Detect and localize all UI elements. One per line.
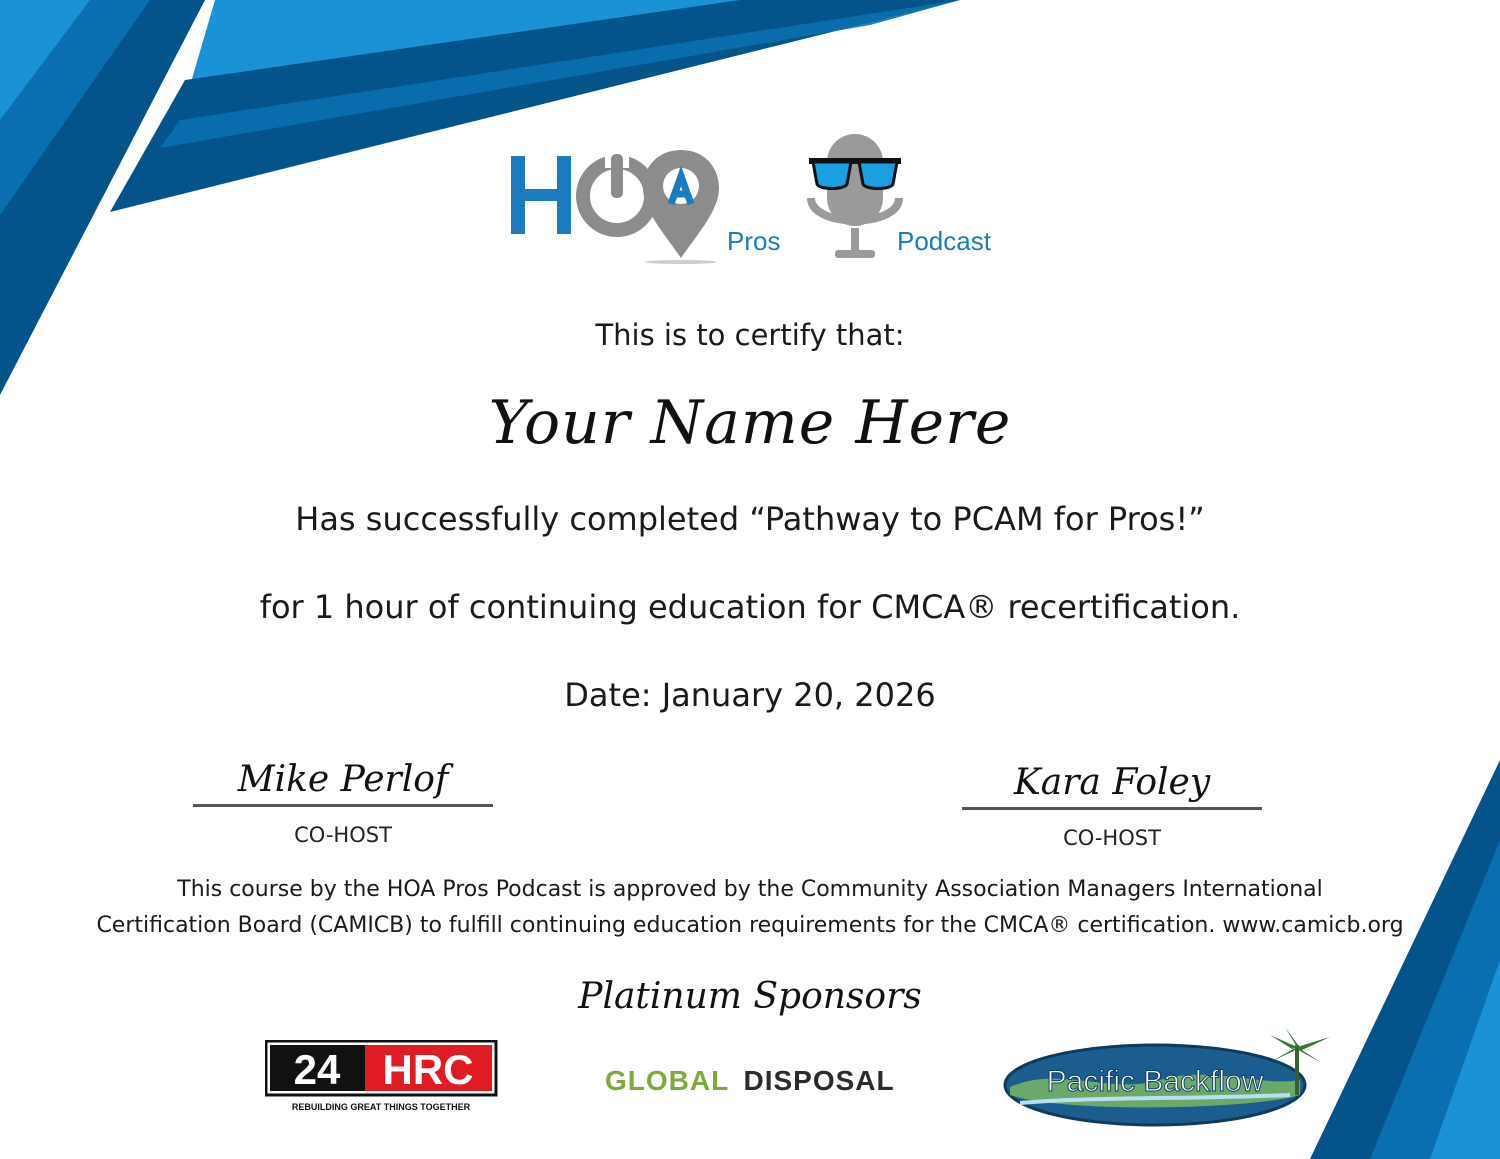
signature-role: CO-HOST	[1063, 826, 1161, 850]
pin-icon	[643, 150, 719, 264]
footnote-line-1: This course by the HOA Pros Podcast is approved by the Community Association Managers International	[177, 877, 1323, 902]
signature-block-right	[962, 761, 1262, 850]
signature-line	[962, 807, 1262, 810]
sponsor-pacific-backflow-logo	[1000, 1025, 1340, 1130]
logo-pros-label: Pros	[727, 226, 781, 256]
sponsor-global-disposal-logo	[605, 1060, 905, 1100]
svg-text:GLOBAL DISPOSAL: GLOBAL DISPOSAL	[605, 1065, 895, 1096]
svg-text:HRC: HRC	[382, 1046, 474, 1093]
hours-line: for 1 hour of continuing education for CMCA® recertification.	[259, 588, 1241, 626]
date-line: Date: January 20, 2026	[564, 676, 936, 714]
signature-block-left	[193, 758, 493, 847]
logo-letter-h	[511, 156, 571, 234]
approval-footnote	[0, 872, 1500, 944]
microphone-icon	[811, 134, 899, 258]
signature-kara-foley: Kara Foley	[1013, 762, 1211, 803]
signature-role: CO-HOST	[294, 823, 392, 847]
power-icon	[583, 148, 651, 230]
svg-text:Pacific Backflow: Pacific Backflow	[1046, 1065, 1264, 1098]
logo-podcast-label: Podcast	[897, 226, 991, 256]
footnote-line-2: Certification Board (CAMICB) to fulfill continuing education requirements for the CMCA® certification. www.camicb.org	[96, 913, 1404, 938]
sponsor-24hrc-logo	[265, 1040, 500, 1115]
completed-line: Has successfully completed “Pathway to PCAM for Pros!”	[295, 500, 1205, 538]
signature-line	[193, 804, 493, 807]
certify-line: This is to certify that:	[595, 318, 905, 352]
sponsors-title: Platinum Sponsors	[578, 976, 922, 1017]
recipient-name: Your Name Here	[488, 388, 1012, 458]
signature-mike-perlof: Mike Perlof	[237, 759, 449, 800]
svg-text:24: 24	[293, 1046, 341, 1093]
svg-text:REBUILDING GREAT THINGS TOGETH: REBUILDING GREAT THINGS TOGETHER	[291, 1102, 471, 1112]
hoa-pros-podcast-logo	[505, 128, 1005, 268]
